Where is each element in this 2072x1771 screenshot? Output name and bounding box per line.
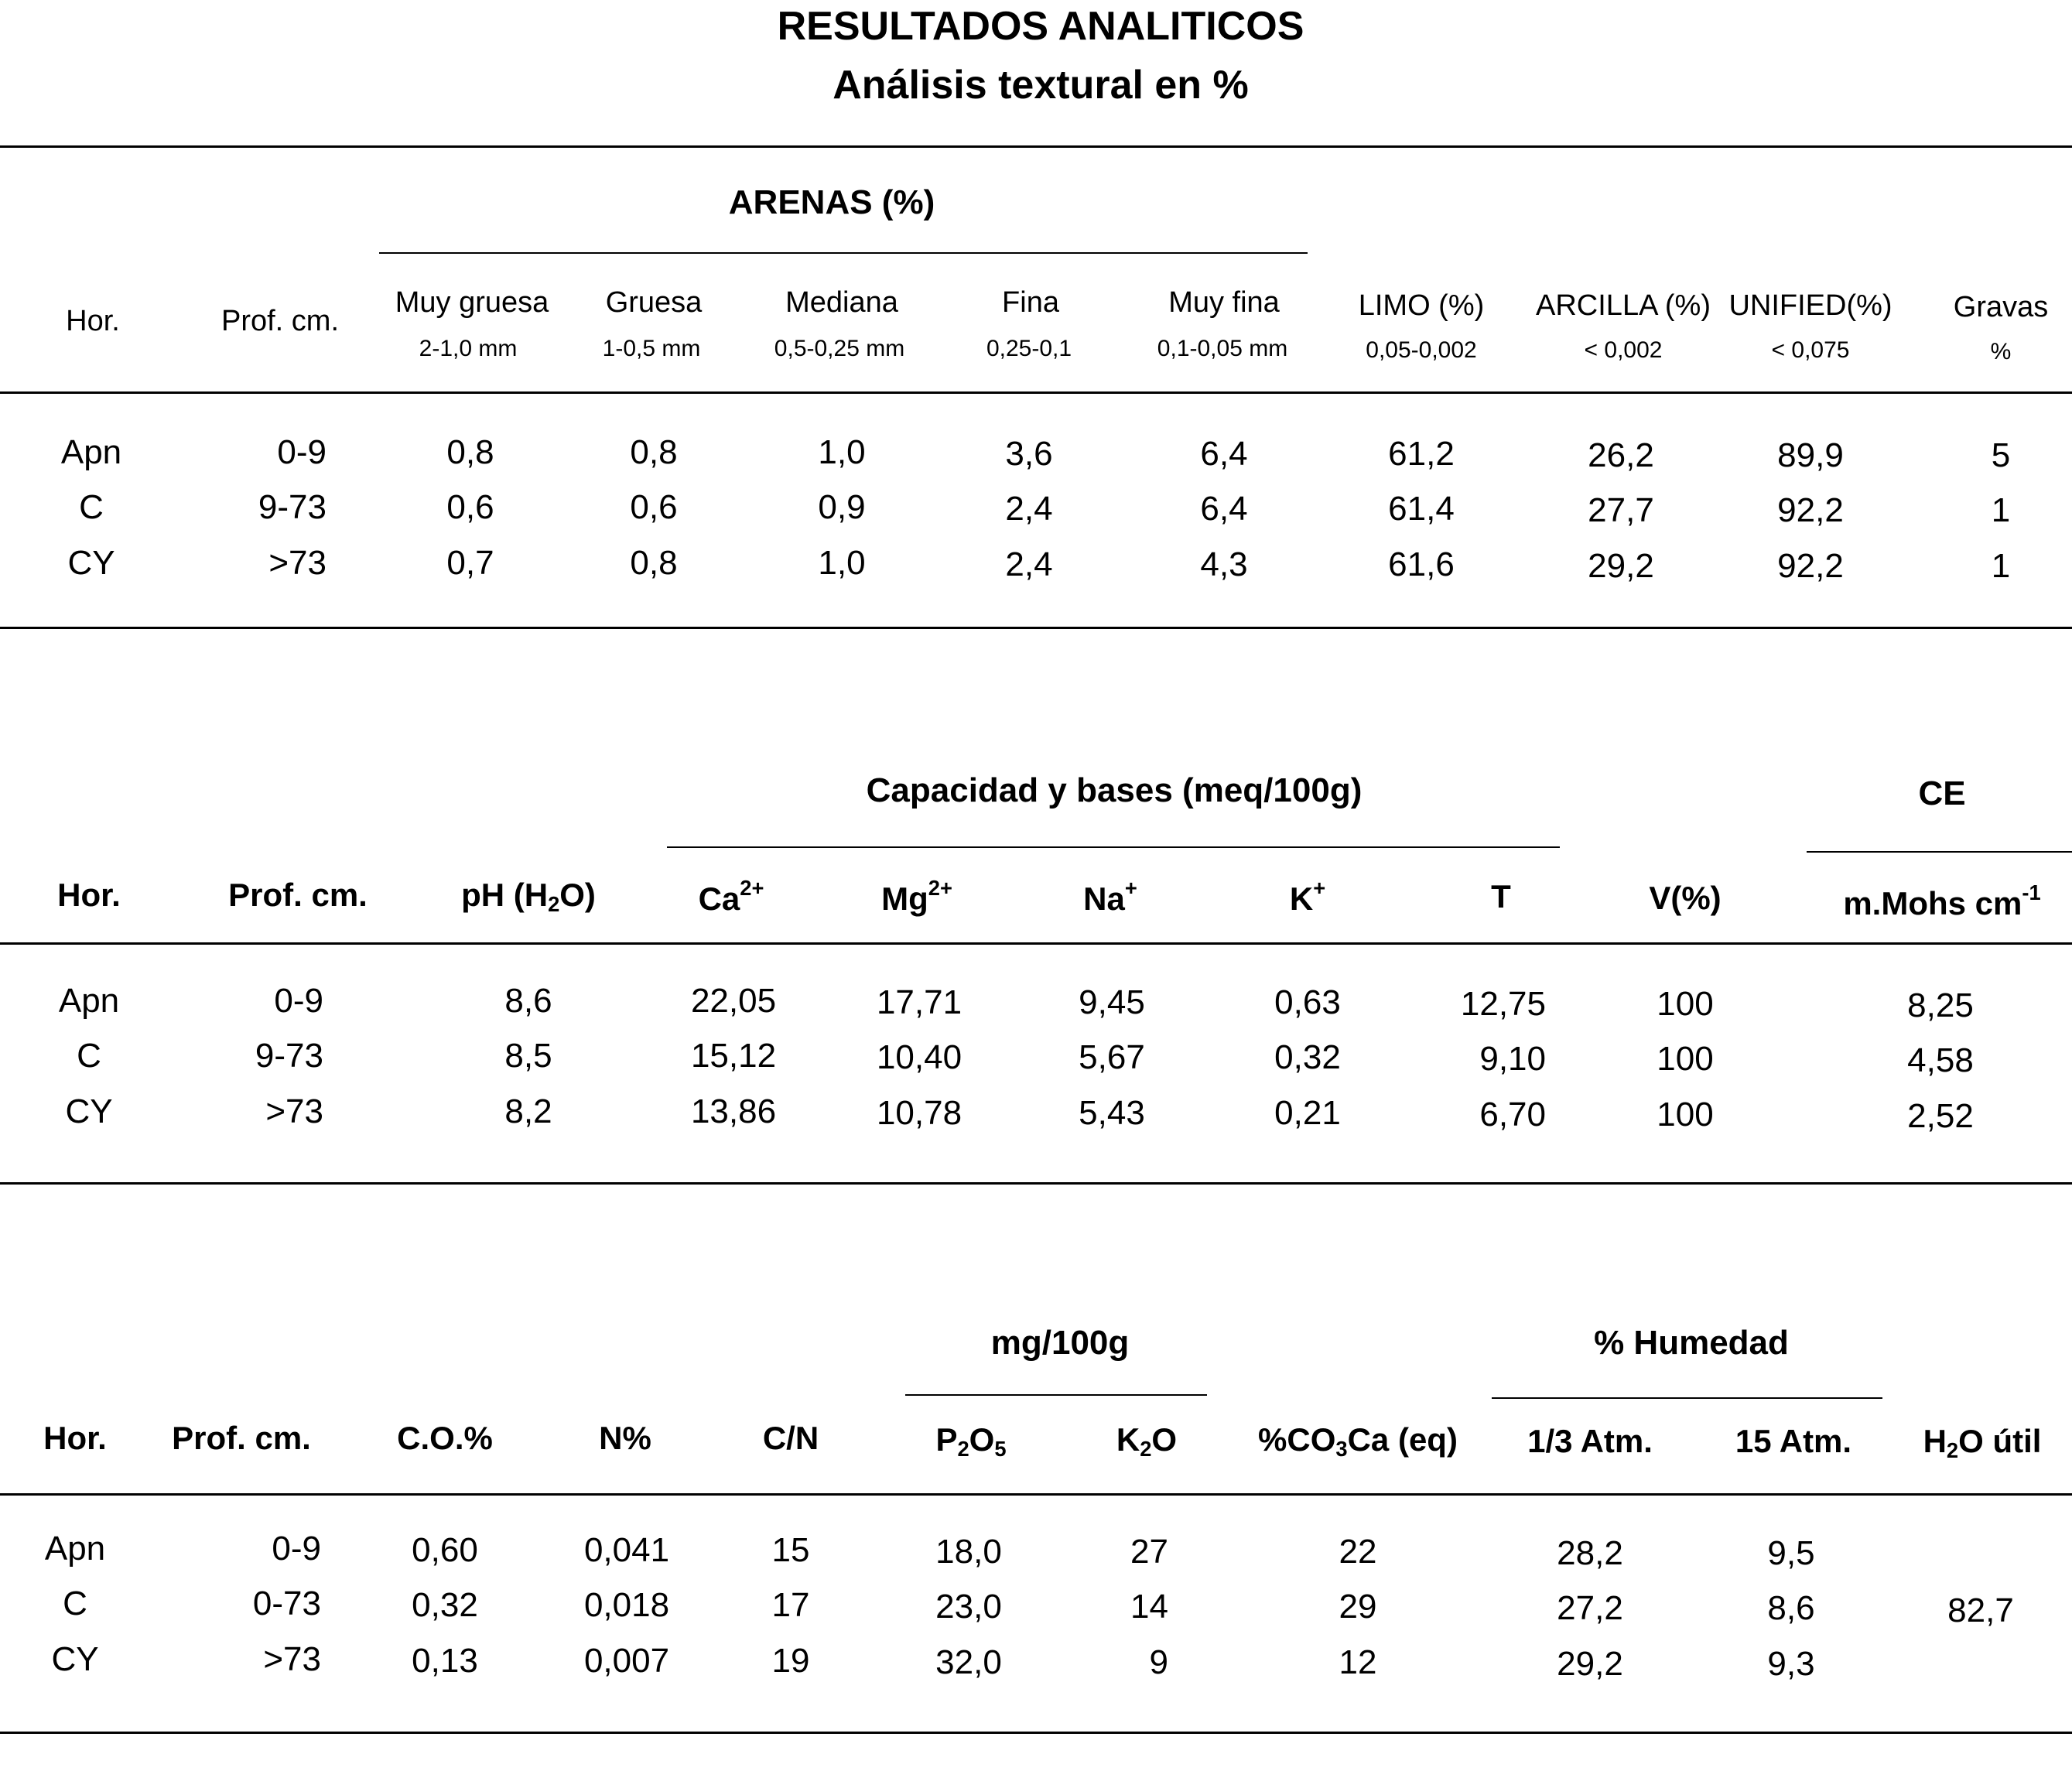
t1-cell: 0,8 [630, 544, 678, 582]
t3-cell: 17 [771, 1586, 810, 1624]
t2-cell: 100 [1657, 1096, 1714, 1133]
t1-col-gruesa: Gruesa [605, 286, 703, 319]
t1-cell: 5 [1991, 436, 2011, 474]
t3-cell: 8,6 [1767, 1589, 1815, 1627]
t2-cell: 0,21 [1274, 1094, 1341, 1132]
t3-col-atm13: 1/3 Atm. [1527, 1423, 1653, 1459]
table3-group-mg: mg/100g [990, 1324, 1130, 1362]
t1-cell: Apn [60, 433, 122, 471]
t3-cell: 18,0 [935, 1533, 1002, 1571]
t3-cell: 14 [1130, 1588, 1168, 1626]
t3-col-atm15: 15 Atm. [1735, 1423, 1852, 1459]
t1-col-unified-unit: < 0,075 [1771, 337, 1850, 363]
t3-col-h2o: $H_2O$ útil [1923, 1423, 2042, 1462]
t3-cell: 0,13 [412, 1642, 478, 1680]
table2-group-ce: CE [1918, 774, 1966, 812]
t1-col-mediana-unit: 0,5-0,25 mm [774, 336, 905, 361]
t2-col-hor: Hor. [57, 877, 121, 913]
t1-col-gruesa-unit: 1-0,5 mm [602, 336, 701, 361]
t1-cell: CY [67, 544, 115, 582]
t1-col-arcilla: ARCILLA (%) [1536, 289, 1711, 322]
t3-cell: C [63, 1585, 87, 1622]
t2-cell: CY [65, 1092, 113, 1130]
t1-cell: 0,6 [630, 488, 678, 526]
t1-col-gravas-unit: % [1990, 339, 2012, 364]
t1-cell: 1,0 [818, 433, 866, 471]
t3-cell: 0,041 [583, 1531, 670, 1569]
t2-cell: 10,78 [876, 1094, 962, 1132]
t3-h2o-util-value: 82,7 [1947, 1592, 2014, 1629]
t1-cell: 89,9 [1777, 436, 1844, 474]
t1-col-limo: LIMO (%) [1358, 289, 1485, 322]
t3-cell: 0,018 [583, 1586, 670, 1624]
t1-cell: 29,2 [1588, 547, 1654, 585]
t1-cell: 1 [1991, 547, 2011, 585]
t2-cell: 9,45 [1079, 983, 1145, 1021]
t2-cell: 4,58 [1907, 1041, 1974, 1079]
t1-col-muy-fina: Muy fina [1168, 286, 1280, 319]
t3-cell: 0,007 [583, 1642, 670, 1680]
table1-group-arenas: ARENAS (%) [728, 183, 935, 221]
table1-header-rule [0, 391, 2072, 394]
t1-cell: 2,4 [1005, 545, 1053, 583]
table2-group-capacidad: Capacidad y bases (meq/100g) [866, 771, 1363, 809]
t2-col-ca: $Ca^{2+}$ [698, 876, 764, 918]
t2-col-mg: $Mg^{2+}$ [881, 876, 952, 918]
t2-cell: 0,32 [1274, 1038, 1341, 1076]
t2-cell: 8,25 [1907, 986, 1974, 1024]
t3-cell: 29,2 [1557, 1645, 1623, 1683]
t3-col-p2o5: $P_2O_5$ [935, 1421, 1007, 1461]
t2-cell: Apn [58, 982, 120, 1020]
t2-cell: 8,5 [504, 1037, 552, 1075]
t3-cell: 12 [1339, 1643, 1377, 1681]
table1-top-rule [0, 145, 2072, 148]
table3-humedad-rule [1492, 1397, 1882, 1399]
t2-cell: 13,86 [690, 1092, 777, 1130]
t1-col-prof: Prof. cm. [221, 305, 340, 337]
t1-cell: 0,8 [446, 433, 494, 471]
t3-cell: 22 [1339, 1533, 1377, 1571]
t1-cell: 0,9 [818, 488, 866, 526]
t1-col-fina-unit: 0,25-0,1 [986, 336, 1072, 361]
t1-col-muy-fina-unit: 0,1-0,05 mm [1157, 336, 1288, 361]
t1-cell: 92,2 [1777, 491, 1844, 529]
t1-cell: 1 [1991, 491, 2011, 529]
t1-cell: 61,4 [1388, 490, 1455, 528]
t2-cell: 5,67 [1079, 1038, 1145, 1076]
t1-cell: 9-73 [258, 488, 327, 526]
t3-cell: 9 [1149, 1643, 1168, 1681]
t1-cell: 4,3 [1200, 545, 1248, 583]
t3-cell: 0,60 [412, 1531, 478, 1569]
t2-col-v: V(%) [1649, 880, 1722, 916]
t1-col-gravas: Gravas [1953, 291, 2049, 323]
table3-bottom-rule [0, 1732, 2072, 1734]
t1-cell: 26,2 [1588, 436, 1654, 474]
table3-header-rule [0, 1493, 2072, 1496]
t3-cell: 27,2 [1557, 1589, 1623, 1627]
t2-cell: C [77, 1037, 101, 1075]
t1-col-unified: UNIFIED(%) [1728, 289, 1892, 322]
t1-cell: 1,0 [818, 544, 866, 582]
t2-col-prof: Prof. cm. [228, 877, 368, 913]
t1-col-hor: Hor. [66, 305, 120, 337]
t3-cell: Apn [44, 1530, 106, 1568]
t3-cell: 0-9 [272, 1530, 321, 1568]
t1-col-fina: Fina [1002, 286, 1059, 319]
table2-group-rule [667, 846, 1560, 848]
t3-cell: 0-73 [252, 1585, 321, 1622]
t1-cell: 0-9 [277, 433, 327, 471]
t2-cell: 100 [1657, 985, 1714, 1023]
t3-col-hor: Hor. [43, 1420, 107, 1456]
t3-cell: 32,0 [935, 1643, 1002, 1681]
t2-cell: 0,63 [1274, 983, 1341, 1021]
t2-cell: 100 [1657, 1040, 1714, 1078]
t1-col-limo-unit: 0,05-0,002 [1366, 337, 1477, 363]
t2-col-ph: pH $(H_2O)$ [461, 877, 596, 916]
t2-cell: 8,6 [504, 982, 552, 1020]
t2-col-ce: m.Mohs $cm^{-1}$ [1843, 880, 2041, 922]
t2-cell: 9,10 [1479, 1040, 1546, 1078]
t1-cell: 3,6 [1005, 435, 1053, 473]
t3-col-prof: Prof. cm. [172, 1420, 311, 1456]
t2-cell: >73 [265, 1092, 323, 1130]
t3-cell: 28,2 [1557, 1534, 1623, 1572]
t1-cell: 92,2 [1777, 547, 1844, 585]
t2-cell: 9-73 [255, 1037, 323, 1075]
t1-cell: 61,2 [1388, 435, 1455, 473]
t3-col-k2o: $K_2O$ [1116, 1421, 1178, 1461]
t1-col-arcilla-unit: < 0,002 [1584, 337, 1663, 363]
t3-cell: 0,32 [412, 1586, 478, 1624]
t1-cell: 2,4 [1005, 490, 1053, 528]
t1-cell: 0,7 [446, 544, 494, 582]
t1-cell: C [79, 488, 104, 526]
t3-col-cn: C/N [762, 1420, 819, 1456]
t2-cell: 17,71 [876, 983, 962, 1021]
table1-group-rule [379, 252, 1308, 254]
t3-col-co3ca: $\%CO_3Ca$ (eq) [1258, 1421, 1458, 1461]
t3-cell: 29 [1339, 1588, 1377, 1626]
page-subtitle: Análisis textural en % [833, 63, 1249, 108]
t1-col-muy-gruesa-unit: 2-1,0 mm [419, 336, 518, 361]
t2-col-k: K+ [1289, 876, 1326, 918]
table2-header-rule [0, 942, 2072, 945]
t2-col-na: Na+ [1083, 876, 1137, 918]
t1-col-mediana: Mediana [785, 286, 898, 319]
table1-bottom-rule [0, 627, 2072, 629]
t2-cell: 0-9 [274, 982, 323, 1020]
table3-mg-rule [905, 1394, 1207, 1396]
t2-cell: 10,40 [876, 1038, 962, 1076]
t3-cell: 9,3 [1767, 1645, 1815, 1683]
t1-cell: 0,8 [630, 433, 678, 471]
t1-cell: 6,4 [1200, 435, 1248, 473]
t3-cell: 9,5 [1767, 1534, 1815, 1572]
t2-col-t: T [1491, 878, 1511, 915]
t1-cell: 6,4 [1200, 490, 1248, 528]
t2-cell: 5,43 [1079, 1094, 1145, 1132]
t3-cell: >73 [263, 1640, 321, 1678]
t3-cell: 27 [1130, 1533, 1168, 1571]
t2-cell: 12,75 [1460, 985, 1546, 1023]
t3-col-n: N% [599, 1420, 651, 1456]
t2-cell: 15,12 [690, 1037, 777, 1075]
t1-cell: 27,7 [1588, 491, 1654, 529]
t3-col-co: C.O.% [397, 1420, 493, 1456]
t1-cell: >73 [268, 544, 327, 582]
t2-cell: 2,52 [1907, 1097, 1974, 1135]
t1-cell: 0,6 [446, 488, 494, 526]
t1-cell: 61,6 [1388, 545, 1455, 583]
table3-group-humedad: % Humedad [1594, 1324, 1789, 1362]
t3-cell: CY [51, 1640, 99, 1678]
t3-cell: 15 [771, 1531, 810, 1569]
t2-cell: 22,05 [690, 982, 777, 1020]
t1-col-muy-gruesa: Muy gruesa [395, 286, 549, 319]
page-title: RESULTADOS ANALITICOS [777, 4, 1304, 49]
table2-bottom-rule [0, 1182, 2072, 1185]
t3-cell: 23,0 [935, 1588, 1002, 1626]
t2-cell: 6,70 [1479, 1096, 1546, 1133]
t2-cell: 8,2 [504, 1092, 552, 1130]
t3-cell: 19 [771, 1642, 810, 1680]
table2-ce-rule [1807, 851, 2072, 853]
